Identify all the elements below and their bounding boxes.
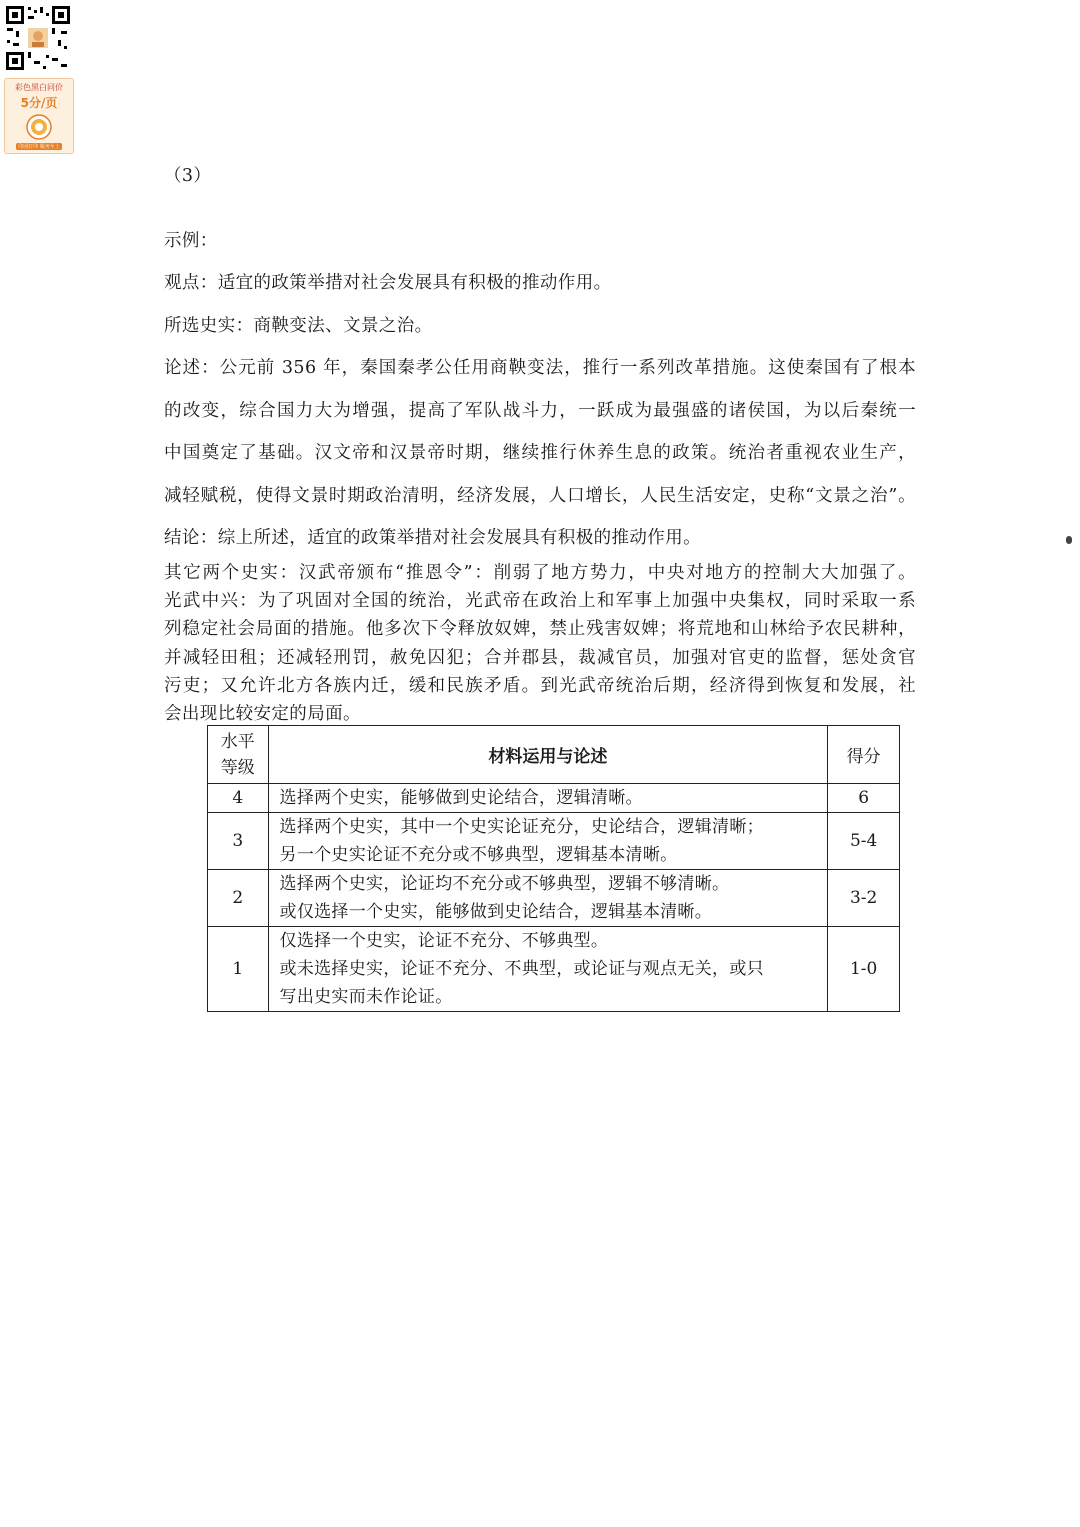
argument-line: 中国奠定了基础。汉文帝和汉景帝时期，继续推行休养生息的政策。统治者重视农业生产， bbox=[164, 443, 916, 463]
promo-foot-text: 印团打印 服务至上 bbox=[16, 143, 62, 150]
row-desc bbox=[268, 813, 828, 870]
row-desc-line: 或未选择史实，论证不充分、不典型，或论证与观点无关，或只 bbox=[279, 959, 764, 979]
scan-mark bbox=[1066, 536, 1072, 544]
header-level-line1: 水平 bbox=[220, 731, 255, 752]
row-level: 1 bbox=[208, 927, 269, 1012]
other-facts-line: 光武中兴：为了巩固对全国的统治，光武帝在政治上和军事上加强中央集权，同时采取一系 bbox=[164, 591, 916, 611]
scoring-rubric-table bbox=[207, 725, 900, 1012]
header-level-line2: 等级 bbox=[220, 757, 255, 778]
row-desc-line: 选择两个史实，能够做到史论结合，逻辑清晰。 bbox=[279, 788, 643, 808]
row-score: 5-4 bbox=[828, 813, 900, 870]
row-desc-line: 或仅选择一个史实，能够做到史论结合，逻辑基本清晰。 bbox=[279, 902, 713, 922]
row-level: 2 bbox=[208, 870, 269, 927]
row-score: 6 bbox=[828, 784, 900, 813]
other-facts-line: 会出现比较安定的局面。 bbox=[164, 704, 361, 724]
question-number: （3） bbox=[164, 166, 212, 186]
header-level bbox=[208, 726, 269, 784]
row-level: 3 bbox=[208, 813, 269, 870]
argument-line: 论述：公元前 356 年，秦国秦孝公任用商鞅变法，推行一系列改革措施。这使秦国有了根本 bbox=[164, 358, 916, 378]
header-desc: 材料运用与论述 bbox=[268, 726, 828, 784]
header-score: 得分 bbox=[828, 726, 900, 784]
table-row bbox=[208, 813, 900, 870]
row-desc-line: 选择两个史实，论证均不充分或不够典型，逻辑不够清晰。 bbox=[279, 874, 730, 894]
print-badge-icon bbox=[26, 114, 52, 140]
row-desc bbox=[268, 784, 828, 813]
argument-line: 减轻赋税，使得文景时期政治清明，经济发展，人口增长，人民生活安定，史称“文景之治”。 bbox=[164, 486, 916, 506]
example-label: 示例： bbox=[164, 231, 218, 251]
promo-price: 5分/页 bbox=[20, 96, 58, 110]
other-facts-line: 并减轻田租；还减轻刑罚，赦免囚犯；合并郡县，裁减官员，加强对官吏的监督，惩处贪官 bbox=[164, 648, 916, 668]
viewpoint: 观点：适宜的政策举措对社会发展具有积极的推动作用。 bbox=[164, 273, 612, 293]
row-desc bbox=[268, 927, 828, 1012]
conclusion: 结论：综上所述，适宜的政策举措对社会发展具有积极的推动作用。 bbox=[164, 528, 701, 548]
other-facts-line: 列稳定社会局面的措施。他多次下令释放奴婢，禁止残害奴婢；将荒地和山林给予农民耕种， bbox=[164, 619, 916, 639]
row-level: 4 bbox=[208, 784, 269, 813]
table-header-row bbox=[208, 726, 900, 784]
row-score: 3-2 bbox=[828, 870, 900, 927]
promo-top-text: 彩色黑白同价 bbox=[15, 83, 63, 92]
other-facts-line: 污吏；又允许北方各族内迁，缓和民族矛盾。到光武帝统治后期，经济得到恢复和发展，社 bbox=[164, 676, 916, 696]
print-ad[interactable] bbox=[4, 4, 74, 154]
selected-facts: 所选史实：商鞅变法、文景之治。 bbox=[164, 316, 433, 336]
other-facts-line: 其它两个史实：汉武帝颁布“推恩令”：削弱了地方势力，中央对地方的控制大大加强了。 bbox=[164, 563, 916, 583]
row-desc-line: 仅选择一个史实，论证不充分、不够典型。 bbox=[279, 931, 609, 951]
row-desc-line: 另一个史实论证不充分或不够典型，逻辑基本清晰。 bbox=[279, 845, 678, 865]
argument-line: 的改变，综合国力大为增强，提高了军队战斗力，一跃成为最强盛的诸侯国，为以后秦统一 bbox=[164, 401, 916, 421]
promo-card[interactable] bbox=[4, 78, 74, 154]
table-row bbox=[208, 927, 900, 1012]
table-row bbox=[208, 870, 900, 927]
row-desc bbox=[268, 870, 828, 927]
row-desc-line: 选择两个史实，其中一个史实论证充分，史论结合，逻辑清晰； bbox=[279, 817, 764, 837]
row-score: 1-0 bbox=[828, 927, 900, 1012]
qr-code-icon bbox=[4, 4, 72, 72]
table-row bbox=[208, 784, 900, 813]
row-desc-line: 写出史实而未作论证。 bbox=[279, 987, 453, 1007]
